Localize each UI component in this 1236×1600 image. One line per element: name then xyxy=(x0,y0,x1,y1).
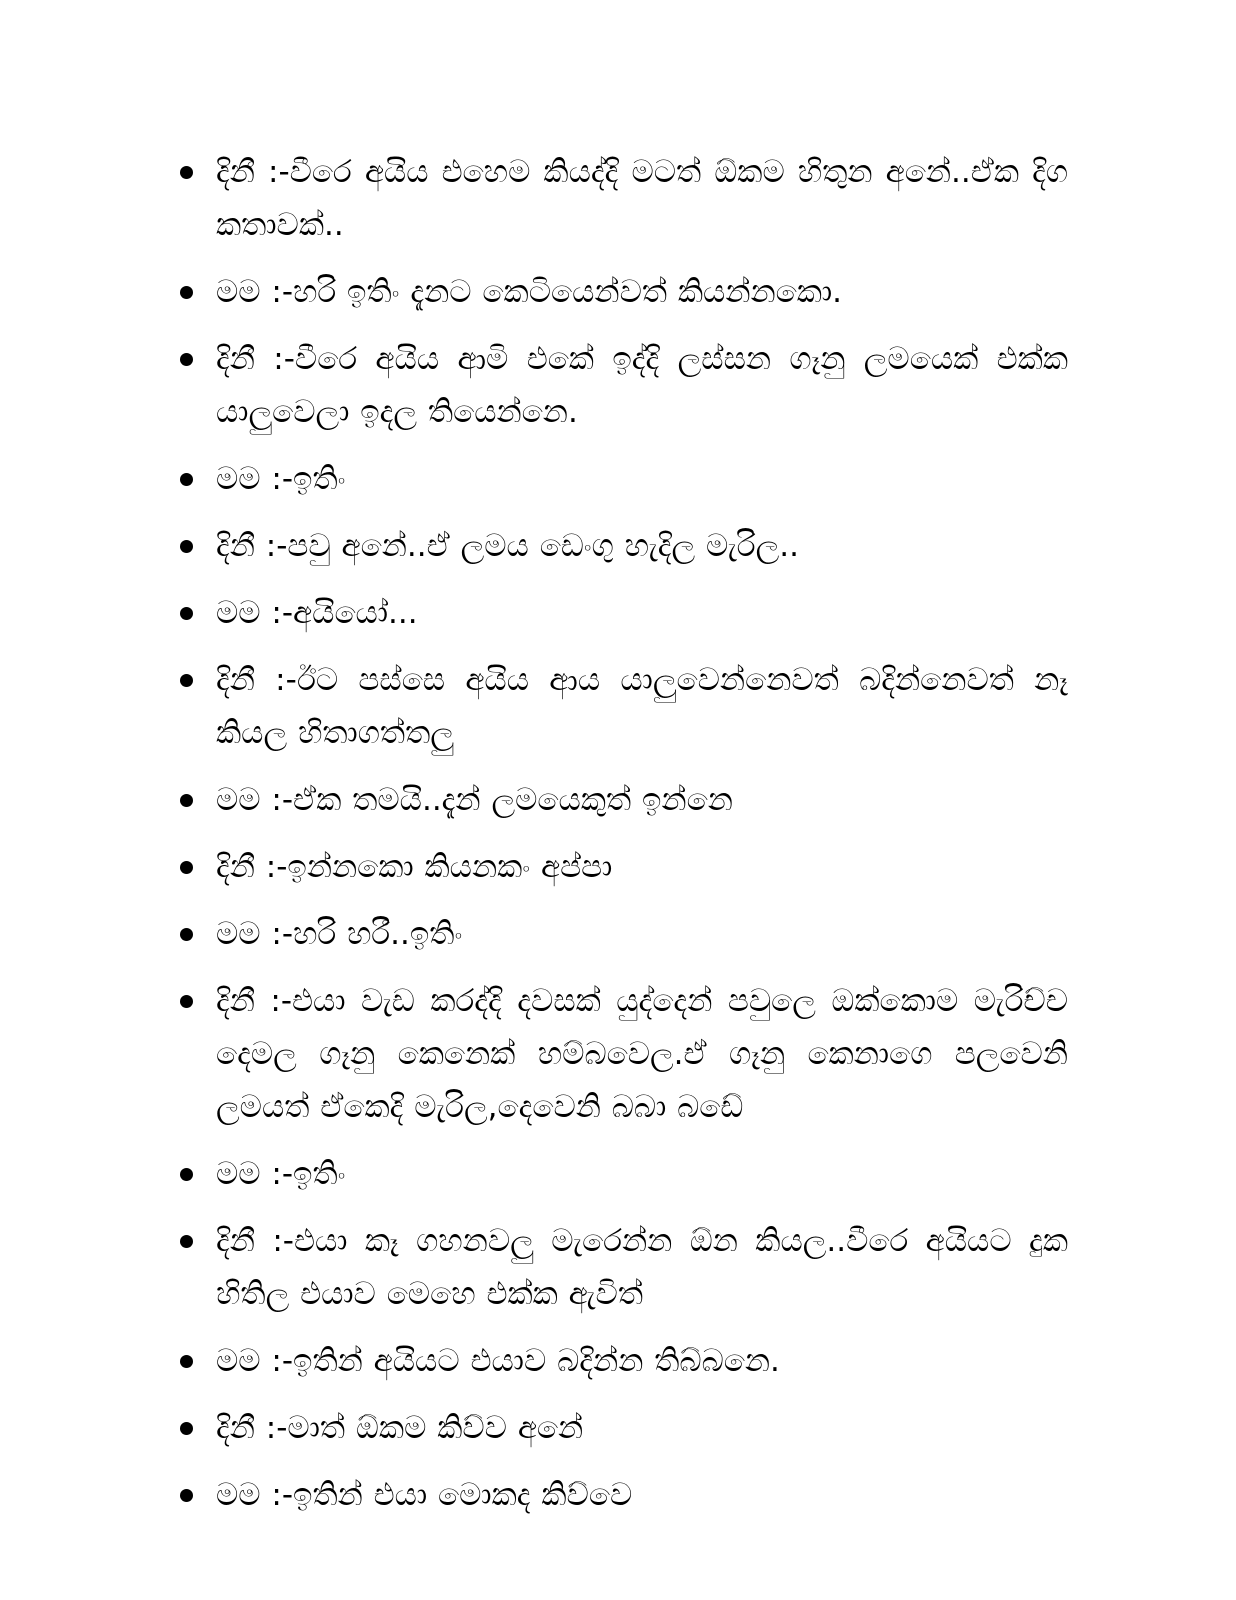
dialogue-text: දිනී :-එයා කෑ ගහනවලු මැරෙන්න ඕන කියල..වීරෙ අයියට දුක හිතිල එයාව මෙහෙ එක්ක ඇවිත් xyxy=(216,1223,1068,1312)
bullet-icon xyxy=(180,607,193,620)
dialogue-text: මම :-ඉතිං xyxy=(216,461,346,497)
bullet-icon xyxy=(180,1355,193,1368)
dialogue-text: දිනී :-ඊට පස්සෙ අයිය ආය යාලුවෙන්නෙවත් බදින්නෙවත් නෑ කියල හිතාගත්තලු xyxy=(216,662,1068,751)
bullet-icon xyxy=(180,794,193,807)
dialogue-line xyxy=(180,908,1068,961)
dialogue-list xyxy=(180,146,1068,1536)
dialogue-text: මම :-ඉතින් එයා මොකද කිව්වෙ xyxy=(216,1477,633,1513)
dialogue-line xyxy=(180,266,1068,319)
dialogue-text: මම :-ඉතිං xyxy=(216,1156,346,1192)
dialogue-text: මම :-ඉතින් අයියට එයාව බදින්න තිබ්බනෙ. xyxy=(216,1343,780,1379)
dialogue-line xyxy=(180,587,1068,640)
bullet-icon xyxy=(180,928,193,941)
bullet-icon xyxy=(180,1168,193,1181)
bullet-icon xyxy=(180,1422,193,1435)
bullet-icon xyxy=(180,353,193,366)
bullet-icon xyxy=(180,995,193,1008)
bullet-icon xyxy=(180,1489,193,1502)
dialogue-text: දිනී :-වීරෙ අයිය එහෙම කියද්දි මටත් ඕකම හිතුන අනේ..ඒක දිග කතාවක්.. xyxy=(216,154,1068,243)
dialogue-line xyxy=(180,841,1068,894)
bullet-icon xyxy=(180,674,193,687)
dialogue-line xyxy=(180,774,1068,827)
dialogue-text: මම :-ඒක තමයි..දැන් ලමයෙකුත් ඉන්නෙ xyxy=(216,782,733,818)
dialogue-line xyxy=(180,654,1068,760)
dialogue-line xyxy=(180,453,1068,506)
dialogue-line xyxy=(180,333,1068,439)
dialogue-line xyxy=(180,146,1068,252)
dialogue-text: දිනී :-එයා වැඩ කරද්දි දවසක් යුද්දෙන් පවුලෙ ඔක්කොම මැරිච්ච දෙමල ගෑනු කෙනෙක් හම්බවෙල.ඒ ගෑනු කෙනාගෙ පලවෙනි ලමයත් ඒකෙදි මැරිල,දෙවෙනි බබා බඩේ xyxy=(216,983,1068,1125)
dialogue-line xyxy=(180,1335,1068,1388)
dialogue-text: මම :-අයියෝ... xyxy=(216,595,418,631)
dialogue-text: දිනී :-පවු අනේ..ඒ ලමය ඩෙංගු හැදිල මැරිල.. xyxy=(216,528,800,564)
dialogue-line xyxy=(180,520,1068,573)
bullet-icon xyxy=(180,286,193,299)
dialogue-line xyxy=(180,975,1068,1134)
dialogue-text: මම :-හරි හරී..ඉතිං xyxy=(216,916,463,952)
dialogue-text: දිනී :-වීරෙ අයිය ආමි එකේ ඉද්දි ලස්සන ගෑනු ලමයෙක් එක්ක යාලුවෙලා ඉදල තියෙන්නෙ. xyxy=(216,341,1068,430)
bullet-icon xyxy=(180,540,193,553)
dialogue-line xyxy=(180,1215,1068,1321)
dialogue-text: දිනී :-මාත් ඕකම කිව්ව අනේ xyxy=(216,1410,584,1446)
bullet-icon xyxy=(180,1235,193,1248)
bullet-icon xyxy=(180,473,193,486)
dialogue-text: දිනී :-ඉන්නකො කියනකං අප්පා xyxy=(216,849,613,885)
dialogue-line xyxy=(180,1148,1068,1201)
dialogue-text: මම :-හරි ඉතිං දැනට කෙටියෙන්වත් කියන්නකො. xyxy=(216,274,843,310)
bullet-icon xyxy=(180,166,193,179)
dialogue-line xyxy=(180,1402,1068,1455)
dialogue-line xyxy=(180,1469,1068,1522)
bullet-icon xyxy=(180,861,193,874)
